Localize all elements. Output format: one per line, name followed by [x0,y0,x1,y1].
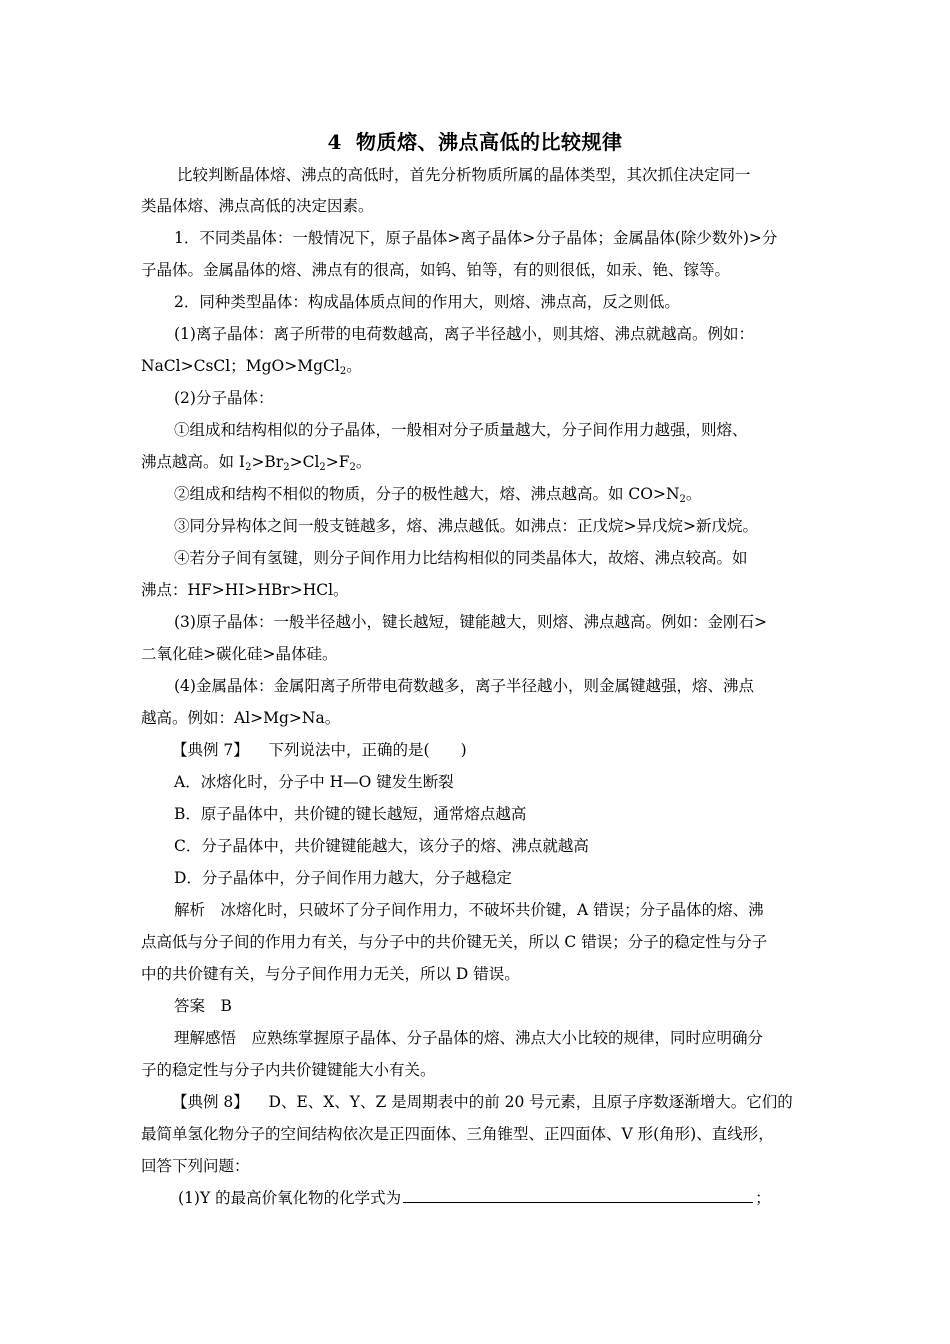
example7-option-d: D．分子晶体中，分子间作用力越大，分子越稳定 [174,869,512,887]
section-number: 4 [327,130,342,154]
example8-header [172,1092,820,1112]
subscript: 2 [679,494,686,505]
subscript: 2 [245,462,252,473]
mol2-line [174,484,820,504]
example7-question: 下列说法中，正确的是( ) [268,741,467,759]
insight-line-2: 子的稳定性与分子内共价键键能大小有关。 [141,1061,436,1079]
rule2-line: 2．同种类型晶体：构成晶体质点间的作用大，则熔、沸点高，反之则低。 [174,293,680,311]
intro-line-2: 类晶体熔、沸点高低的决定因素。 [141,197,374,215]
ionic-example-line [141,356,820,376]
subscript: 2 [319,462,326,473]
section-title [0,126,950,155]
example7-option-a: A．冰熔化时，分子中 H—O 键发生断裂 [174,773,454,791]
subscript: 2 [349,462,356,473]
example8-line-3: 回答下列问题： [141,1157,250,1175]
mol4-line-1: ④若分子间有氢键，则分子间作用力比结构相似的同类晶体大，故熔、沸点较高。如 [174,549,748,567]
rule1-line-2: 子晶体。金属晶体的熔、沸点有的很高，如钨、铂等，有的则很低，如汞、铯、镓等。 [141,261,731,279]
analysis-line-2: 点高低与分子间的作用力有关，与分子中的共价键无关，所以 C 错误；分子的稳定性与分子 [141,933,768,951]
mol1-text: >Cl [289,453,320,471]
molecular-heading: (2)分子晶体： [174,389,274,407]
mol1-text: 沸点越高。如 I [141,453,246,471]
mol1-line-2 [141,452,820,472]
ionic-line-1: (1)离子晶体：离子所带的电荷数越高，离子半径越小，则其熔、沸点就越高。例如： [174,325,754,343]
atomic-line-1: (3)原子晶体：一般半径越小，键长越短，键能越大，则熔、沸点越高。例如：金刚石> [174,613,767,631]
example8-text: D、E、X、Y、Z 是周期表中的前 20 号元素，且原子序数逐渐增大。它们的 [268,1093,793,1111]
example7-tag: 【典例 7】 [172,741,249,759]
intro-line-1: 比较判断晶体熔、沸点的高低时，首先分析物质所属的晶体类型，其次抓住决定同一 [177,166,751,184]
metallic-line-2: 越高。例如：Al>Mg>Na。 [141,709,341,727]
answer-line: 答案 B [174,997,232,1015]
ionic-example: NaCl>CsCl；MgO>MgCl [141,357,340,375]
mol1-text: >F [325,453,350,471]
punctuation: 。 [685,485,702,503]
punctuation: 。 [355,453,372,471]
q1-text: (1)Y 的最高价氧化物的化学式为 [178,1189,402,1207]
subscript: 2 [339,366,347,377]
example8-tag: 【典例 8】 [172,1093,249,1111]
example7-option-c: C．分子晶体中，共价键键能越大，该分子的熔、沸点就越高 [174,837,589,855]
example7-option-b: B．原子晶体中，共价键的键长越短，通常熔点越高 [174,805,527,823]
punctuation: 。 [346,357,362,375]
analysis-line-1: 解析 冰熔化时，只破坏了分子间作用力，不破坏共价键，A 错误；分子晶体的熔、沸 [174,901,764,919]
subscript: 2 [283,462,290,473]
mol1-text: >Br [251,453,284,471]
mol4-line-2: 沸点：HF>HI>HBr>HCl。 [141,581,349,599]
mol3-line: ③同分异构体之间一般支链越多，熔、沸点越低。如沸点：正戊烷>异戊烷>新戊烷。 [174,517,758,535]
example8-line-2: 最简单氢化物分子的空间结构依次是正四面体、三角锥型、正四面体、V 形(角形)、直线形， [141,1125,774,1143]
answer-blank[interactable] [403,1188,753,1203]
section-title-text: 物质熔、沸点高低的比较规律 [355,130,623,154]
analysis-line-3: 中的共价键有关，与分子间作用力无关，所以 D 错误。 [141,965,520,983]
mol2-text: ②组成和结构不相似的物质，分子的极性越大，熔、沸点越高。如 CO>N [174,485,680,503]
insight-line-1: 理解感悟 应熟练掌握原子晶体、分子晶体的熔、沸点大小比较的规律，同时应明确分 [174,1029,764,1047]
example8-q1 [178,1188,820,1208]
example7-header [172,740,820,760]
punctuation: ； [755,1189,771,1207]
mol1-line-1: ①组成和结构相似的分子晶体，一般相对分子质量越大，分子间作用力越强，则熔、 [174,421,748,439]
atomic-line-2: 二氧化硅>碳化硅>晶体硅。 [141,645,338,663]
rule1-line-1: 1．不同类晶体：一般情况下，原子晶体>离子晶体>分子晶体；金属晶体(除少数外)>分 [174,229,778,247]
metallic-line-1: (4)金属晶体：金属阳离子所带电荷数越多，离子半径越小，则金属键越强，熔、沸点 [174,677,754,695]
